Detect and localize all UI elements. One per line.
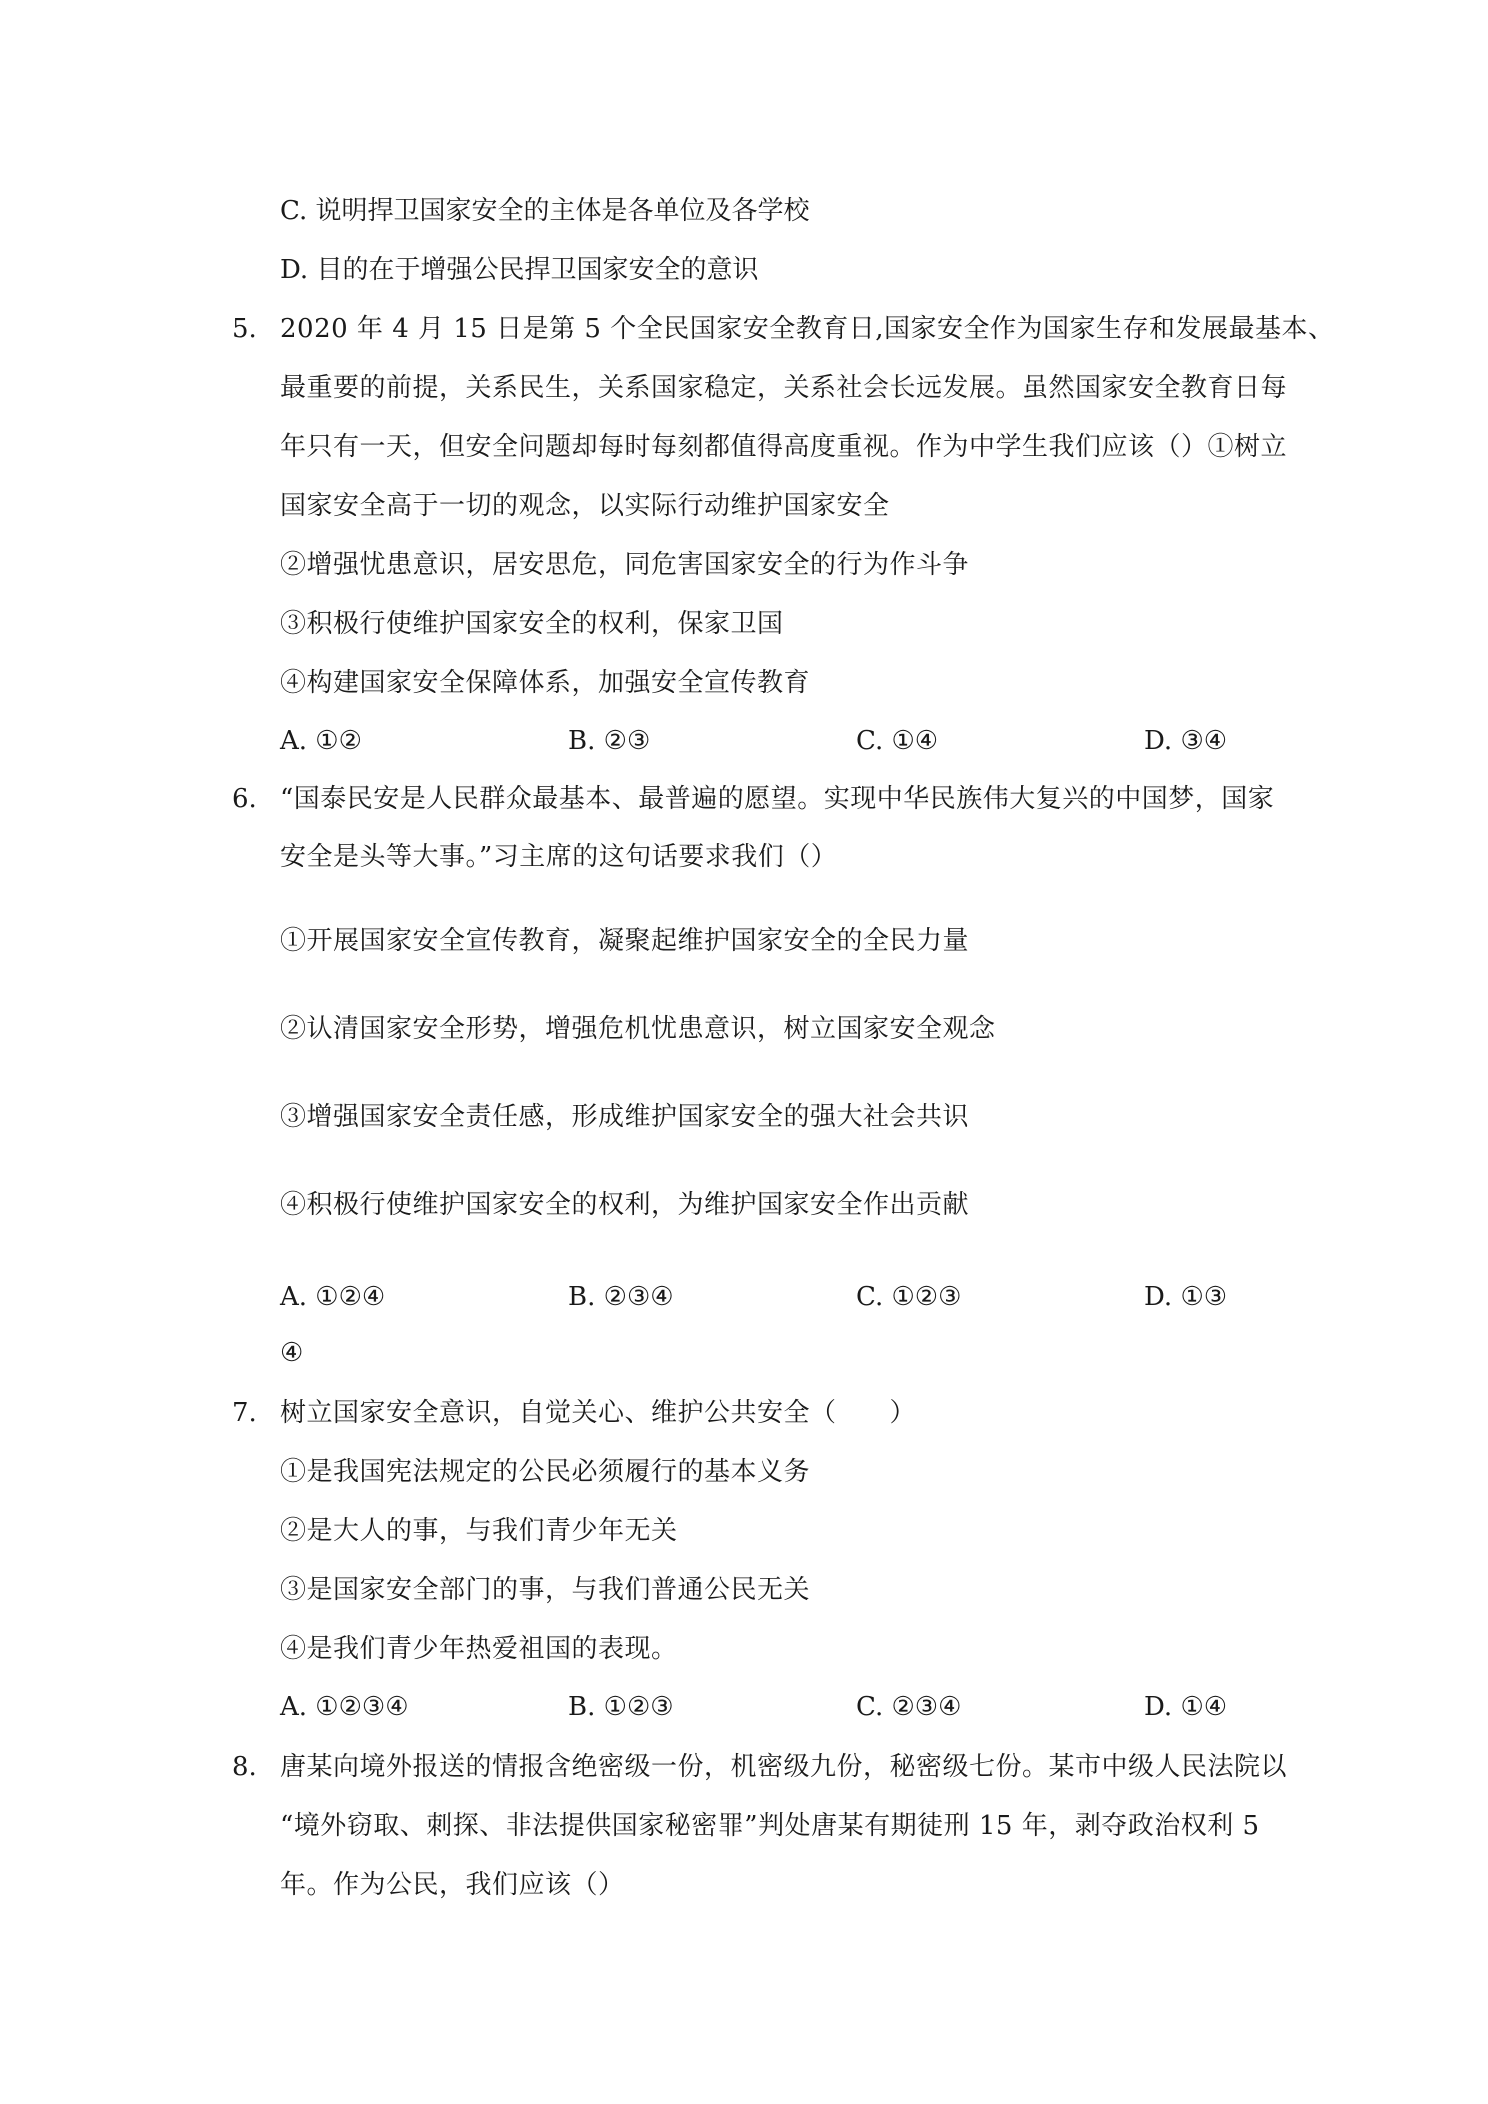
q7-item: ①是我国宪法规定的公民必须履行的基本义务 xyxy=(280,1457,811,1487)
q8-number: 8. xyxy=(232,1752,257,1782)
q5-item: ②增强忧患意识，居安思危，同危害国家安全的行为作斗争 xyxy=(280,550,970,580)
q6-item: ②认清国家安全形势，增强危机忧患意识，树立国家安全观念 xyxy=(280,1014,996,1044)
q7-item: ③是国家安全部门的事，与我们普通公民无关 xyxy=(280,1575,811,1605)
q6-item: ④积极行使维护国家安全的权利，为维护国家安全作出贡献 xyxy=(280,1190,970,1220)
q6-stem-line: “国泰民安是人民群众最基本、最普遍的愿望。实现中华民族伟大复兴的中国梦，国家 xyxy=(280,784,1275,814)
q5-stem-line: 2020 年 4 月 15 日是第 5 个全民国家安全教育日,国家安全作为国家生存和发展最基本、 xyxy=(280,314,1335,344)
q8-stem-line: 年。作为公民，我们应该（） xyxy=(280,1870,625,1900)
q7-option-a: A. ①②③④ xyxy=(280,1692,409,1722)
q5-option-a: A. ①② xyxy=(280,726,362,756)
q6-number: 6. xyxy=(232,784,257,814)
q5-number: 5. xyxy=(232,314,257,344)
q7-item: ④是我们青少年热爱祖国的表现。 xyxy=(280,1634,678,1664)
q8-stem-line: “境外窃取、刺探、非法提供国家秘密罪”判处唐某有期徒刑 15 年，剥夺政治权利 5 xyxy=(280,1811,1260,1841)
q6-item: ①开展国家安全宣传教育，凝聚起维护国家安全的全民力量 xyxy=(280,926,970,956)
q8-stem-line: 唐某向境外报送的情报含绝密级一份，机密级九份，秘密级七份。某市中级人民法院以 xyxy=(280,1752,1288,1782)
q5-option-c: C. ①④ xyxy=(856,726,939,756)
q4-option-d: D. 目的在于增强公民捍卫国家安全的意识 xyxy=(280,255,759,285)
q7-option-b: B. ①②③ xyxy=(568,1692,674,1722)
q5-stem-line: 年只有一天，但安全问题却每时每刻都值得高度重视。作为中学生我们应该（）①树立 xyxy=(280,432,1288,462)
q5-option-b: B. ②③ xyxy=(568,726,651,756)
q5-option-d: D. ③④ xyxy=(1144,726,1228,756)
q5-stem-line: 最重要的前提，关系民生，关系国家稳定，关系社会长远发展。虽然国家安全教育日每 xyxy=(280,373,1288,403)
q6-option-d-wrap: ④ xyxy=(280,1338,304,1368)
q7-number: 7. xyxy=(232,1398,257,1428)
q7-item: ②是大人的事，与我们青少年无关 xyxy=(280,1516,678,1546)
q6-option-c: C. ①②③ xyxy=(856,1282,962,1312)
q5-item: ③积极行使维护国家安全的权利，保家卫国 xyxy=(280,609,784,639)
q5-stem-line: 国家安全高于一切的观念，以实际行动维护国家安全 xyxy=(280,491,890,521)
q7-option-c: C. ②③④ xyxy=(856,1692,962,1722)
q6-option-d: D. ①③ xyxy=(1144,1282,1228,1312)
q7-stem: 树立国家安全意识，自觉关心、维护公共安全（ ） xyxy=(280,1398,917,1428)
q6-stem-line: 安全是头等大事。”习主席的这句话要求我们（） xyxy=(280,842,838,872)
q7-option-d: D. ①④ xyxy=(1144,1692,1228,1722)
q5-item: ④构建国家安全保障体系，加强安全宣传教育 xyxy=(280,668,811,698)
q4-option-c: C. 说明捍卫国家安全的主体是各单位及各学校 xyxy=(280,196,810,226)
q6-item: ③增强国家安全责任感，形成维护国家安全的强大社会共识 xyxy=(280,1102,970,1132)
q6-option-b: B. ②③④ xyxy=(568,1282,674,1312)
q6-option-a: A. ①②④ xyxy=(280,1282,386,1312)
